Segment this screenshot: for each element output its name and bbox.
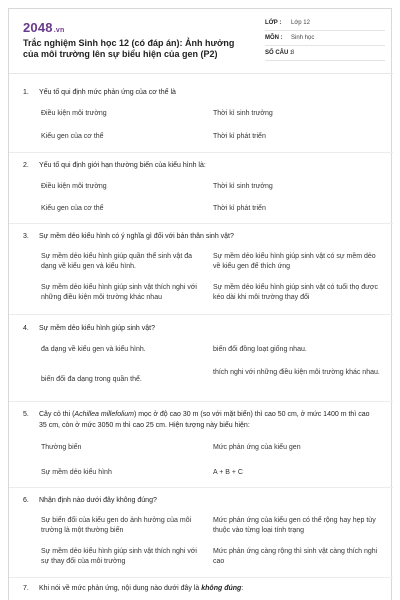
- question-divider: [9, 487, 393, 488]
- question-text-part: Cây cỏ thi (: [39, 411, 75, 418]
- answer-option-c[interactable]: biến đổi đa dạng trong quần thể.: [41, 376, 142, 383]
- answer-option-a[interactable]: Sự mềm dẻo kiểu hình giúp quần thể sinh vật đa dạng về kiểu gen và kiểu hình.: [41, 253, 193, 270]
- document-page: [8, 8, 392, 600]
- question-text: Sự mềm dẻo kiểu hình có ý nghĩa gì đối với bản thân sinh vật?: [39, 233, 234, 240]
- answer-option-d[interactable]: Thời kì phát triển: [213, 133, 266, 140]
- question-text: [39, 583, 379, 594]
- answer-option-b[interactable]: Sự mềm dẻo kiểu hình giúp sinh vật có sự mềm dẻo về kiểu gen để thích ứng: [213, 253, 376, 270]
- answer-option-c[interactable]: Sự mềm dẻo kiểu hình giúp sinh vật thích nghi với sự thay đổi của môi trường: [41, 548, 197, 565]
- site-logo[interactable]: [23, 20, 64, 35]
- species-name: Achillea millefolium: [74, 411, 134, 418]
- logo-text: 2048: [23, 20, 53, 35]
- meta-value: Lớp 12: [291, 20, 310, 26]
- question-text-part: ) mọc ở độ cao 30 m (so với mặt biển) thì cao 50 cm, ở mức 1400 m thì cao 35 cm, còn ở mức 3050 m thì cao 25 cm. Hiện tượng này biểu hiện:: [39, 411, 370, 429]
- question-text: [39, 409, 379, 431]
- question-divider: [9, 223, 393, 224]
- header-divider: [9, 73, 393, 74]
- answer-option-b[interactable]: biến đổi đồng loạt giống nhau.: [213, 346, 307, 353]
- meta-key: MÔN :: [265, 35, 283, 41]
- answer-option-d[interactable]: Mức phản ứng càng rộng thì sinh vật càng thích nghi cao: [213, 548, 378, 565]
- meta-key: SỐ CÂU :: [265, 50, 292, 56]
- answer-option-a[interactable]: Thường biến: [41, 444, 82, 451]
- question-text-part: :: [241, 585, 244, 592]
- question-text: Sự mềm dẻo kiểu hình giúp sinh vật?: [39, 325, 155, 332]
- meta-row-class: [265, 16, 385, 31]
- meta-value: Sinh học: [291, 35, 315, 41]
- answer-option-b[interactable]: Thời kì sinh trưởng: [213, 110, 273, 117]
- question-text: Yếu tố qui định giới hạn thường biến của kiểu hình là:: [39, 162, 206, 169]
- logo-suffix: .vn: [53, 27, 65, 34]
- question-number: 5.: [23, 411, 29, 418]
- meta-row-subject: [265, 31, 385, 46]
- meta-table: [265, 16, 385, 61]
- answer-option-d[interactable]: Sự mềm dẻo kiểu hình giúp sinh vật có tuổi thọ được kéo dài khi môi trường thay đổi: [213, 284, 378, 301]
- question-number: 3.: [23, 233, 29, 240]
- answer-option-b[interactable]: Mức phản ứng của kiểu gen có thể rộng hay hẹp tùy thuộc vào từng loại tính trạng: [213, 517, 376, 534]
- question-text: Nhận định nào dưới đây không đúng?: [39, 497, 157, 504]
- question-divider: [9, 401, 393, 402]
- question-divider: [9, 152, 393, 153]
- question-number: 6.: [23, 497, 29, 504]
- answer-option-c[interactable]: Sự mềm dẻo kiểu hình giúp sinh vật thích nghi với những điều kiện môi trường khác nhau: [41, 284, 197, 301]
- answer-option-a[interactable]: đa dạng về kiểu gen và kiểu hình.: [41, 346, 146, 353]
- answer-option-a[interactable]: Điều kiện môi trường: [41, 183, 107, 190]
- question-text: Yếu tố qui định mức phản ứng của cơ thể là: [39, 89, 176, 96]
- answer-option-a[interactable]: Sự biến đổi của kiểu gen do ảnh hưởng của môi trường là một thường biến: [41, 517, 192, 534]
- meta-row-count: [265, 46, 385, 61]
- question-divider: [9, 577, 393, 578]
- answer-option-c[interactable]: Kiểu gen của cơ thể: [41, 133, 104, 140]
- question-divider: [9, 314, 393, 315]
- question-text-part: Khi nói về mức phản ứng, nội dung nào dưới đây là: [39, 585, 202, 592]
- question-number: 1.: [23, 89, 29, 96]
- question-number: 2.: [23, 162, 29, 169]
- meta-value: 8: [291, 50, 295, 56]
- answer-option-c[interactable]: Sự mềm dẻo kiểu hình: [41, 469, 112, 476]
- emphasis-text: không đúng: [201, 585, 242, 592]
- answer-option-d[interactable]: Thời kì phát triển: [213, 205, 266, 212]
- page-title: Trắc nghiệm Sinh học 12 (có đáp án): Ảnh hưởng của môi trường lên sự biểu hiện của gen (P2): [23, 38, 235, 59]
- document-header: [9, 9, 393, 67]
- answer-option-a[interactable]: Điều kiện môi trường: [41, 110, 107, 117]
- meta-key: LỚP :: [265, 20, 282, 26]
- question-number: 7.: [23, 585, 29, 592]
- answer-option-b[interactable]: Thời kì sinh trưởng: [213, 183, 273, 190]
- answer-option-b[interactable]: Mức phản ứng của kiểu gen: [213, 444, 301, 451]
- answer-option-c[interactable]: Kiểu gen của cơ thể: [41, 205, 104, 212]
- question-number: 4.: [23, 325, 29, 332]
- answer-option-d[interactable]: thích nghi với những điều kiện môi trường khác nhau.: [213, 369, 380, 376]
- answer-option-d[interactable]: A + B + C: [213, 469, 243, 476]
